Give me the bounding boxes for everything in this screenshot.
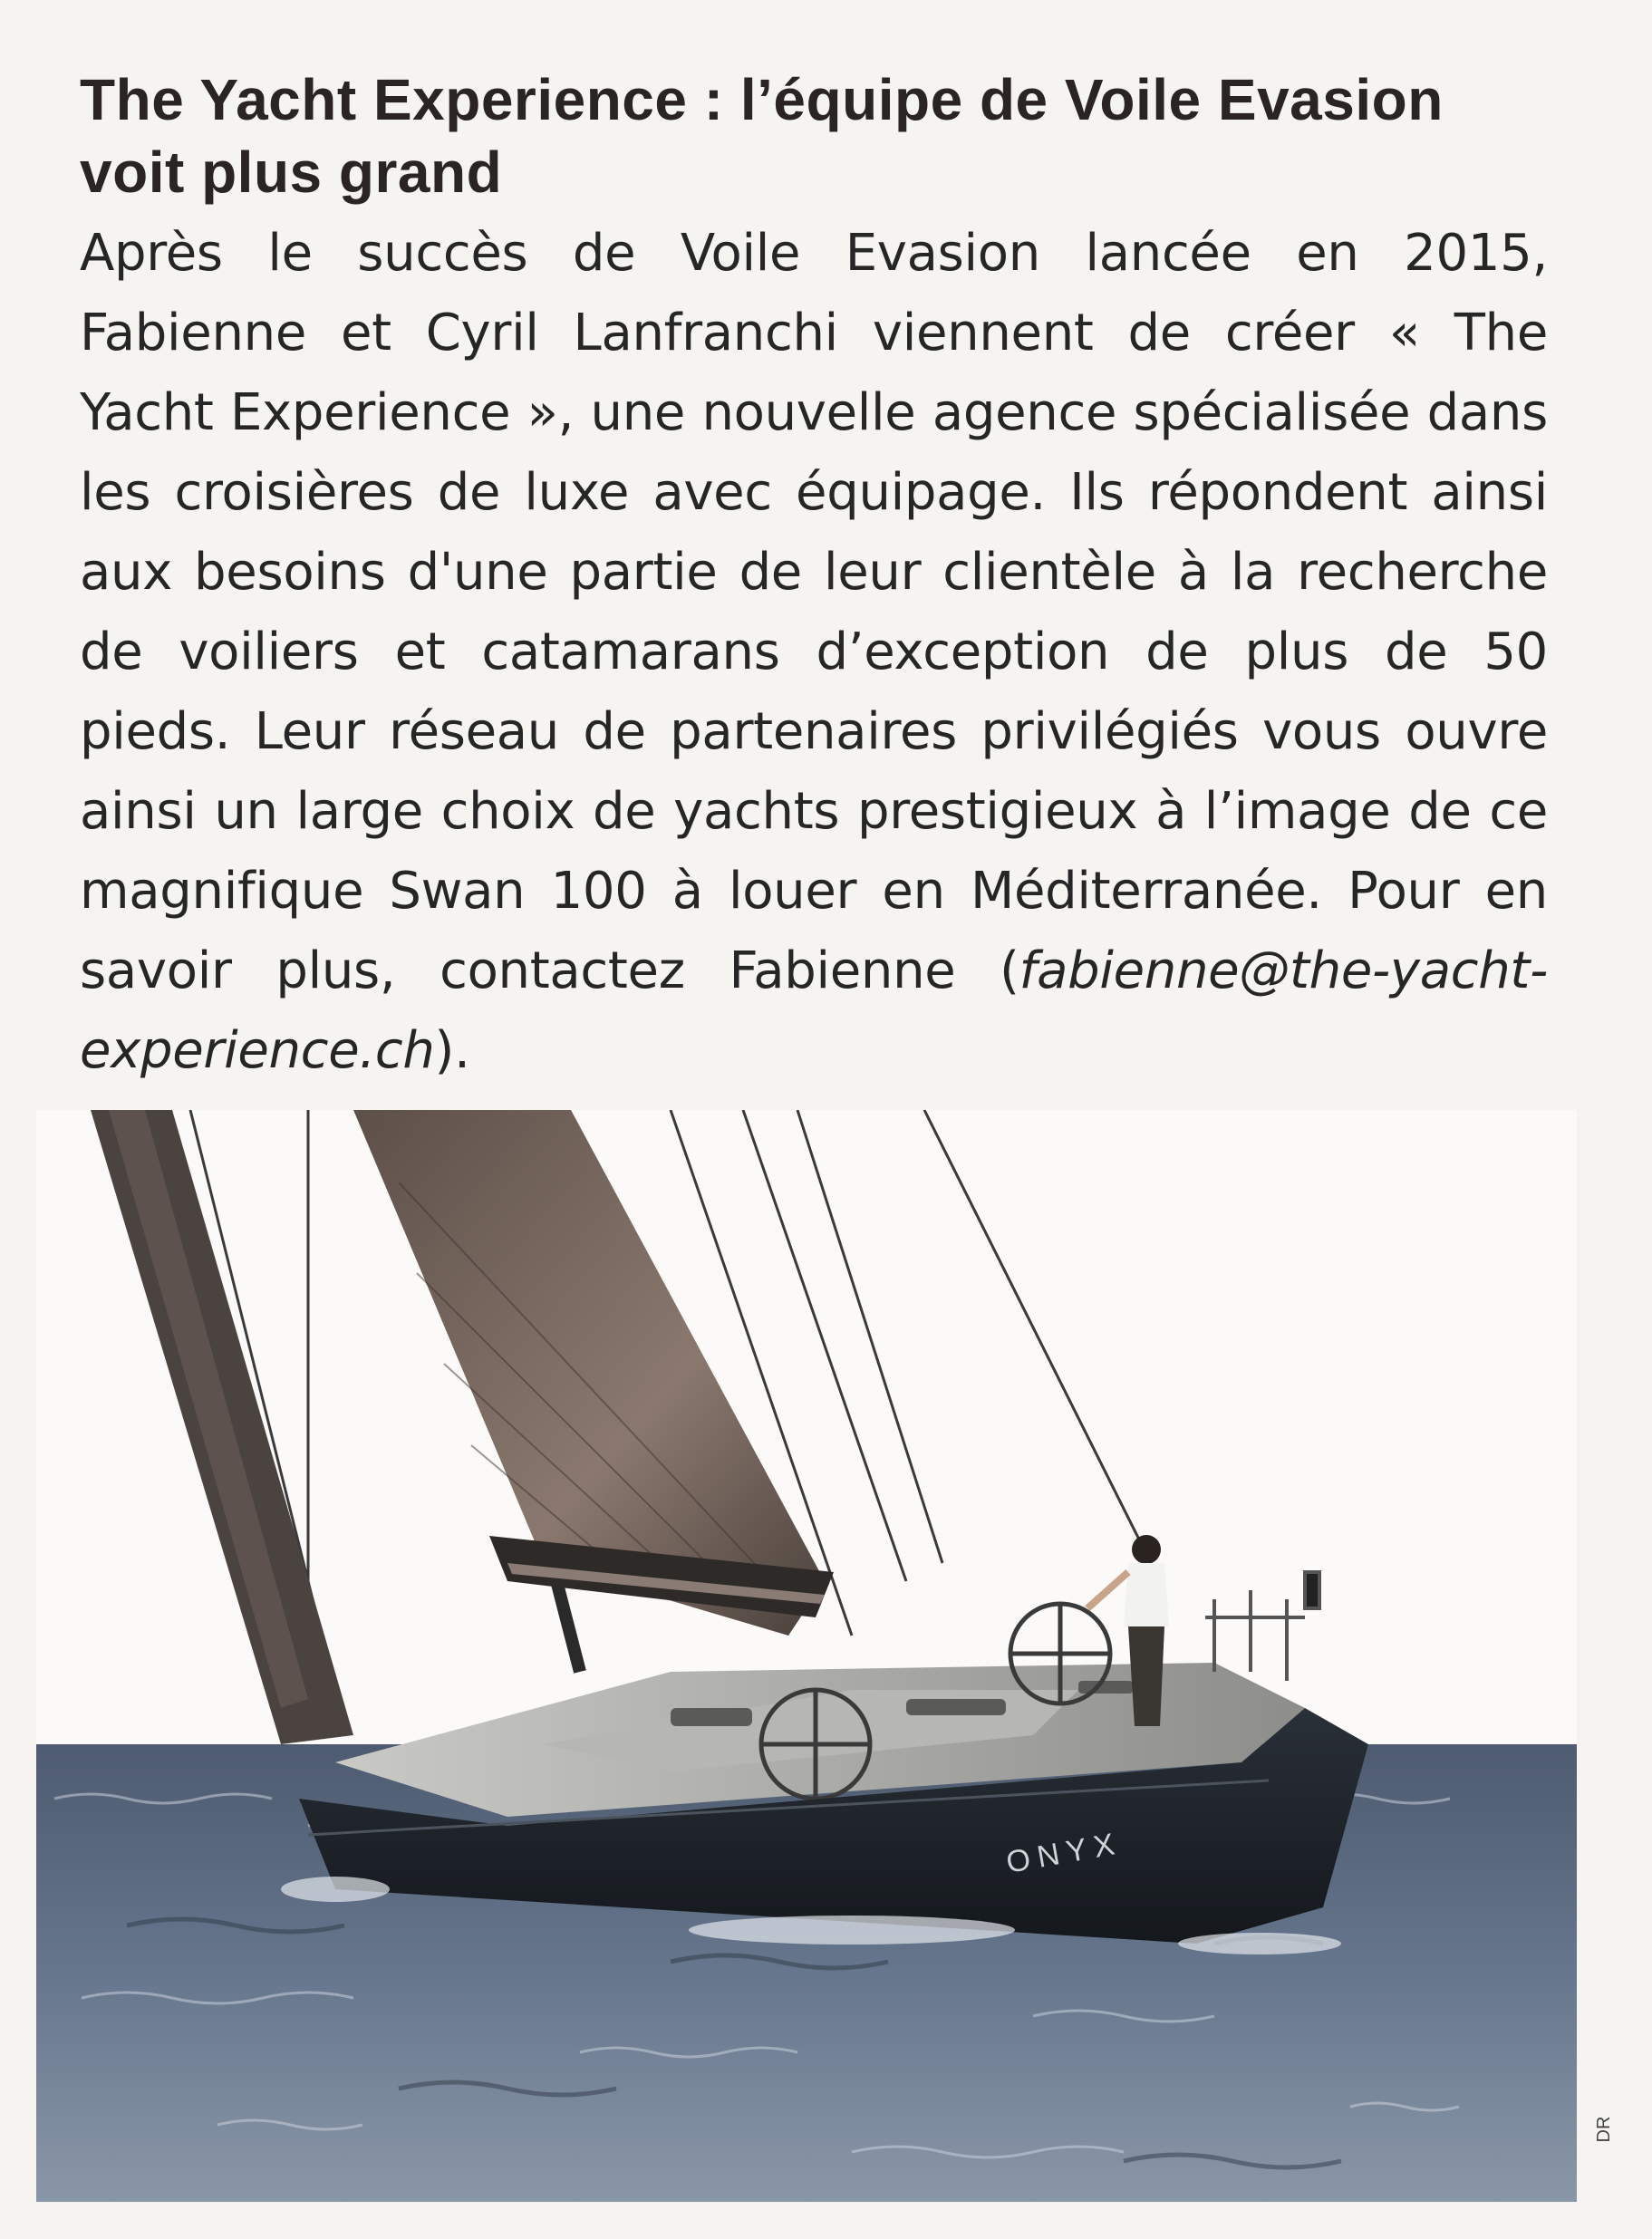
- article: [80, 63, 1548, 1091]
- article-body-text: Après le succès de Voile Evasion lancée en 2015, Fabienne et Cyril Lanfranchi viennent de créer « The Yacht Experience », une nouvelle agence spécialisée dans les croisières de luxe avec équipage. Ils répondent ainsi aux besoins d'une partie de leur clientèle à la recherche de voiliers et catamarans d’exception de plus de 50 pieds. Leur réseau de partenaires privilégiés vous ouvre ainsi un large choix de yachts prestigieux à l’image de ce magnifique Swan 100 à louer en Méditerranée. Pour en savoir plus, contactez Fabienne (: [80, 224, 1548, 1000]
- article-body-end: ).: [434, 1021, 470, 1080]
- contact-email[interactable]: fabienne@the-yacht-experience.ch: [80, 941, 1548, 1080]
- yacht-illustration: [36, 1110, 1577, 2202]
- yacht-photo: [36, 1110, 1577, 2202]
- article-body: [80, 214, 1548, 1091]
- photo-credit: DR: [1594, 2116, 1614, 2143]
- hull-name: ONYX: [1003, 1826, 1125, 1880]
- article-headline: The Yacht Experience : l’équipe de Voile Evasion voit plus grand: [80, 67, 1444, 205]
